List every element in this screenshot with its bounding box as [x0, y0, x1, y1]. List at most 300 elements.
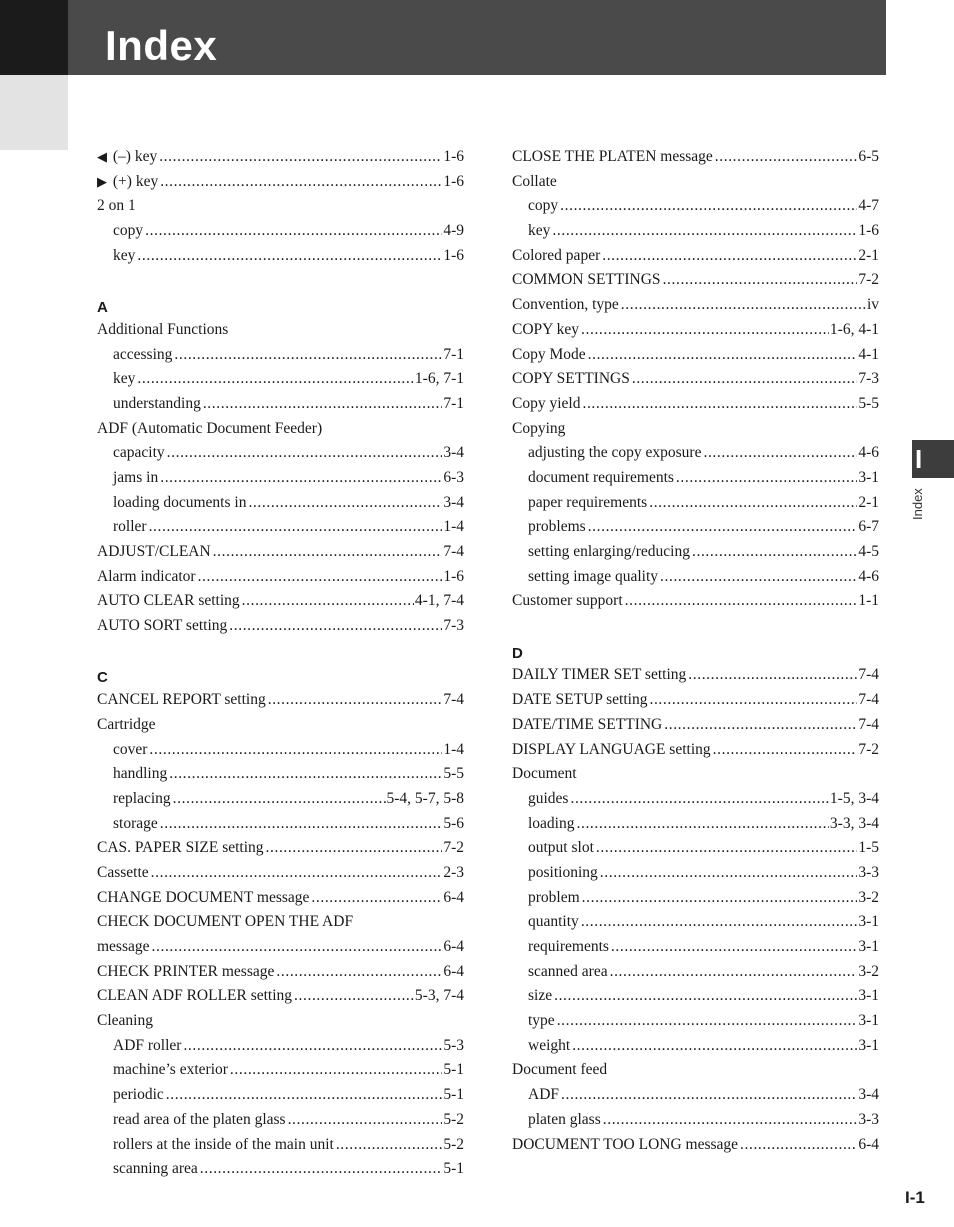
index-entry — [97, 839, 464, 864]
index-term — [113, 790, 171, 808]
dot-leader — [557, 1012, 858, 1030]
index-page-ref: 7-1 — [443, 394, 464, 412]
index-subentry — [97, 815, 464, 840]
index-subentry — [97, 346, 464, 371]
dot-leader — [715, 148, 858, 166]
index-page-ref: 4-1, 7-4 — [414, 592, 464, 610]
index-entry — [97, 889, 464, 914]
index-entry — [512, 271, 879, 296]
index-term-text: key — [113, 370, 136, 388]
index-term-text: output slot — [528, 839, 594, 857]
dot-leader — [167, 444, 443, 462]
index-page-ref: 5-1 — [443, 1160, 464, 1178]
index-term — [113, 1086, 164, 1104]
index-page-ref: 6-5 — [858, 148, 879, 165]
index-term-text: scanned area — [528, 962, 608, 980]
index-entry — [97, 691, 464, 716]
index-entry — [512, 148, 879, 173]
index-subentry — [512, 568, 879, 593]
index-page-ref: 6-4 — [443, 888, 464, 906]
section-tab — [912, 440, 954, 478]
index-page-ref: 1-4 — [443, 518, 464, 536]
index-entry — [512, 1061, 879, 1086]
dot-leader — [200, 1160, 443, 1178]
index-letter-heading: A — [97, 299, 108, 317]
index-subentry — [97, 1061, 464, 1086]
dot-leader — [203, 395, 443, 413]
index-term — [97, 1012, 153, 1030]
index-page-ref: 3-1 — [858, 987, 879, 1005]
index-page-ref: 7-4 — [443, 691, 464, 709]
index-subentry — [512, 494, 879, 519]
index-term-text: COMMON SETTINGS — [512, 271, 661, 289]
index-subentry — [97, 518, 464, 543]
index-page-ref: 3-3 — [858, 863, 879, 881]
index-term — [97, 691, 266, 709]
index-entry — [97, 592, 464, 617]
index-page-ref: 3-2 — [858, 962, 879, 980]
left-arrow-icon: ◀ — [97, 150, 107, 165]
corner-block-dark — [0, 0, 68, 75]
dot-leader — [137, 247, 442, 265]
dot-leader — [152, 938, 443, 956]
dot-leader — [588, 346, 858, 364]
index-entry — [97, 716, 464, 741]
index-term-text: Cleaning — [97, 1012, 153, 1030]
index-term — [528, 839, 594, 857]
index-term — [528, 1037, 570, 1055]
index-subentry — [97, 765, 464, 790]
index-term — [512, 346, 586, 364]
dot-leader — [664, 716, 857, 734]
dot-leader — [588, 518, 858, 536]
index-term — [528, 987, 552, 1005]
dot-leader — [311, 889, 442, 907]
dot-leader — [230, 1061, 442, 1079]
dot-leader — [570, 790, 828, 808]
index-page-ref: 3-4 — [443, 444, 464, 462]
dot-leader — [159, 148, 442, 166]
index-term-text: handling — [113, 765, 168, 783]
index-subentry — [512, 1111, 879, 1136]
index-subentry — [512, 518, 879, 543]
index-term-text: message — [97, 938, 150, 955]
index-subentry — [512, 1037, 879, 1062]
index-entry — [512, 741, 879, 766]
index-entry — [97, 321, 464, 346]
dot-leader — [294, 987, 414, 1005]
index-page-ref: 5-3, 7-4 — [414, 987, 464, 1005]
index-term-text: COPY key — [512, 320, 580, 338]
dot-leader — [621, 296, 866, 314]
dot-leader — [561, 1086, 857, 1104]
index-entry — [512, 346, 879, 371]
index-entry — [97, 173, 464, 198]
index-entry — [512, 321, 879, 346]
index-term — [512, 420, 565, 438]
index-term-text: storage — [113, 814, 158, 832]
index-term — [528, 913, 579, 931]
index-column-left — [97, 148, 464, 1185]
index-term — [113, 395, 201, 413]
index-term-text: rollers at the inside of the main unit — [113, 1135, 334, 1153]
index-term-text: CAS. PAPER SIZE setting — [97, 839, 264, 857]
dot-leader — [554, 987, 857, 1005]
index-subentry — [512, 444, 879, 469]
index-entry — [512, 1136, 879, 1161]
index-term — [512, 321, 579, 339]
index-term — [528, 864, 598, 882]
index-term-text: Copy yield — [512, 394, 581, 412]
index-page-ref: 3-1 — [858, 468, 879, 486]
index-term-text: CHECK DOCUMENT OPEN THE ADF — [97, 913, 354, 931]
index-subentry — [512, 790, 879, 815]
dot-leader — [596, 839, 857, 857]
index-page-ref: 3-4 — [443, 493, 464, 511]
index-page-ref: 1-5 — [858, 839, 879, 857]
index-page-ref: 5-5 — [858, 394, 879, 412]
index-page-ref: 5-1 — [443, 1061, 464, 1079]
index-term-text: roller — [113, 518, 147, 536]
index-page-ref: 3-1 — [858, 938, 879, 955]
index-page-ref: iv — [866, 296, 879, 314]
index-term — [97, 913, 353, 931]
index-page-ref: 1-6, 7-1 — [414, 370, 464, 388]
header-bar — [68, 0, 886, 75]
index-page-ref: 1-6 — [443, 567, 464, 585]
index-term-text: setting enlarging/reducing — [528, 543, 690, 560]
index-term — [97, 617, 227, 635]
index-page-ref: 4-9 — [443, 222, 464, 240]
index-page-ref: 7-2 — [858, 740, 879, 758]
dot-leader — [560, 197, 857, 215]
index-term — [97, 592, 240, 610]
index-term-text: type — [528, 1012, 555, 1030]
index-subentry — [97, 1160, 464, 1185]
index-term — [113, 741, 147, 759]
index-term — [528, 889, 580, 907]
index-subentry — [512, 839, 879, 864]
index-term-text: cover — [113, 740, 148, 758]
index-page-ref: 3-1 — [858, 913, 879, 931]
index-subentry — [512, 938, 879, 963]
dot-leader — [552, 222, 857, 240]
dot-leader — [266, 839, 443, 857]
index-entry — [97, 913, 464, 938]
dot-leader — [276, 963, 442, 981]
index-page-ref: 5-1 — [443, 1086, 464, 1104]
dot-leader — [229, 617, 442, 635]
index-term — [113, 444, 165, 462]
index-term-text: Colored paper — [512, 246, 601, 264]
index-term — [528, 469, 674, 487]
index-subentry — [512, 815, 879, 840]
index-term-text: jams in — [113, 468, 159, 486]
index-entry — [512, 716, 879, 741]
index-subentry — [512, 864, 879, 889]
index-entry — [512, 691, 879, 716]
index-page-ref: 7-4 — [443, 543, 464, 560]
index-term-text: size — [528, 987, 553, 1005]
index-page-ref: 5-4, 5-7, 5-8 — [386, 789, 464, 807]
index-term — [528, 815, 575, 833]
index-page-ref: 1-6 — [443, 246, 464, 264]
index-term — [97, 543, 211, 561]
dot-leader — [183, 1037, 442, 1055]
dot-leader — [268, 691, 443, 709]
index-page-ref: 2-1 — [858, 246, 879, 264]
dot-leader — [160, 469, 442, 487]
index-subentry — [97, 494, 464, 519]
index-term — [113, 469, 158, 487]
dot-leader — [600, 864, 858, 882]
index-term-text: DATE SETUP setting — [512, 691, 648, 709]
index-subentry — [97, 1111, 464, 1136]
index-subentry — [512, 987, 879, 1012]
index-term — [113, 815, 158, 833]
index-term-text: Document feed — [512, 1061, 608, 1079]
index-term — [528, 543, 690, 561]
index-term-text: platen glass — [528, 1110, 601, 1128]
dot-leader — [602, 247, 857, 265]
index-term — [528, 494, 647, 512]
index-term-text: periodic — [113, 1086, 164, 1104]
index-term-text: 2 on 1 — [97, 197, 136, 215]
index-subentry — [512, 543, 879, 568]
index-page-ref: 5-2 — [443, 1110, 464, 1128]
index-term — [97, 864, 149, 882]
index-term-text: machine’s exterior — [113, 1061, 228, 1079]
dot-leader — [703, 444, 857, 462]
index-term — [97, 889, 309, 907]
index-term — [113, 247, 135, 265]
index-term-text: problems — [528, 518, 586, 536]
index-page-ref: 2-3 — [443, 863, 464, 881]
index-term — [512, 666, 686, 684]
dot-leader — [581, 913, 858, 931]
index-entry — [512, 296, 879, 321]
dot-leader — [151, 864, 443, 882]
index-subentry — [97, 395, 464, 420]
index-term — [97, 197, 136, 215]
index-entry — [97, 568, 464, 593]
index-page-ref: 6-7 — [858, 518, 879, 536]
index-term — [113, 1111, 286, 1129]
index-term-text: adjusting the copy exposure — [528, 444, 702, 462]
index-term — [528, 1012, 555, 1030]
index-subentry — [97, 790, 464, 815]
index-term — [512, 370, 630, 388]
index-page-ref: 1-4 — [443, 740, 464, 758]
index-term — [97, 148, 157, 166]
index-page-ref: 3-2 — [858, 888, 879, 906]
dot-leader — [248, 494, 442, 512]
index-page-ref: 3-1 — [858, 1036, 879, 1054]
index-term-text: key — [113, 246, 136, 264]
index-term-text: DOCUMENT TOO LONG message — [512, 1135, 739, 1153]
index-term — [113, 222, 143, 240]
index-term-text: ADJUST/CLEAN — [97, 543, 211, 560]
index-term — [97, 987, 292, 1005]
index-term — [97, 420, 322, 438]
dot-leader — [149, 741, 442, 759]
index-term — [528, 1111, 601, 1129]
index-term — [113, 346, 172, 364]
index-term-text: Additional Functions — [97, 320, 229, 338]
index-term — [528, 938, 609, 956]
dot-leader — [582, 395, 857, 413]
index-subentry — [512, 222, 879, 247]
index-term — [97, 839, 264, 857]
index-page-ref: 7-4 — [858, 691, 879, 709]
index-term — [512, 1136, 738, 1154]
index-term — [113, 1136, 334, 1154]
dot-leader — [692, 543, 857, 561]
index-page-ref: 1-6 — [858, 222, 879, 240]
index-term — [113, 1061, 228, 1079]
index-term — [512, 741, 711, 759]
page-number: I-1 — [905, 1188, 925, 1207]
section-tab-letter: I — [915, 444, 923, 474]
dot-leader — [610, 963, 858, 981]
index-term-text: copy — [113, 222, 144, 240]
dot-leader — [649, 691, 857, 709]
index-term-text: DAILY TIMER SET setting — [512, 666, 687, 684]
index-term — [512, 716, 662, 734]
index-term-text: weight — [528, 1036, 571, 1054]
index-term — [97, 938, 150, 956]
index-term — [528, 197, 558, 215]
dot-leader — [632, 370, 857, 388]
index-subentry — [512, 197, 879, 222]
dot-leader — [572, 1037, 857, 1055]
index-term — [528, 1086, 559, 1104]
index-subentry — [97, 469, 464, 494]
index-term-text: loading documents in — [113, 493, 247, 511]
dot-leader — [242, 592, 414, 610]
index-term-text: key — [528, 222, 551, 240]
index-term-text: CANCEL REPORT setting — [97, 691, 266, 709]
index-term — [528, 790, 568, 808]
index-page-ref: 6-4 — [443, 938, 464, 955]
index-entry — [512, 592, 879, 617]
index-term-text: setting image quality — [528, 567, 659, 585]
dot-leader — [713, 741, 858, 759]
index-page-ref: 7-3 — [443, 617, 464, 635]
right-arrow-icon: ▶ — [97, 174, 107, 190]
dot-leader — [625, 592, 858, 610]
index-term — [113, 1160, 198, 1178]
index-term-text: CLEAN ADF ROLLER setting — [97, 987, 293, 1005]
index-term-text: Convention, type — [512, 296, 619, 314]
index-term-text: CHECK PRINTER message — [97, 962, 275, 980]
index-entry — [97, 543, 464, 568]
dot-leader — [581, 321, 829, 339]
index-term-text: ADF roller — [113, 1036, 182, 1054]
index-subentry — [97, 741, 464, 766]
dot-leader — [166, 1086, 443, 1104]
index-term-text: capacity — [113, 444, 165, 462]
index-entry — [97, 864, 464, 889]
index-term — [113, 370, 135, 388]
index-term — [528, 222, 550, 240]
index-term-text: Cartridge — [97, 715, 156, 733]
index-term-text: Customer support — [512, 592, 623, 610]
index-subentry — [97, 444, 464, 469]
index-term-text: loading — [528, 814, 575, 832]
dot-leader — [160, 815, 443, 833]
index-entry — [512, 370, 879, 395]
index-page-ref: 2-1 — [858, 493, 879, 511]
index-term-text: Alarm indicator — [97, 567, 196, 585]
index-page-ref: 6-3 — [443, 468, 464, 486]
dot-leader — [577, 815, 829, 833]
index-term — [97, 321, 228, 339]
index-entry — [97, 617, 464, 642]
index-page-ref: 1-6 — [443, 148, 464, 165]
index-page-ref: 5-3 — [443, 1036, 464, 1054]
index-term — [528, 518, 586, 536]
index-term — [97, 568, 196, 586]
index-page-ref: 3-3, 3-4 — [829, 814, 879, 832]
index-term-text: copy — [528, 197, 559, 215]
index-entry — [512, 765, 879, 790]
index-page-ref: 1-6, 4-1 — [829, 320, 879, 338]
index-term — [512, 395, 580, 413]
index-subentry — [512, 469, 879, 494]
index-page-ref: 7-3 — [858, 370, 879, 388]
index-term-text: understanding — [113, 394, 201, 412]
index-term-text: ADF (Automatic Document Feeder) — [97, 419, 323, 437]
index-subentry — [97, 222, 464, 247]
dot-leader — [603, 1111, 858, 1129]
index-term-text: guides — [528, 789, 569, 807]
index-entry — [97, 963, 464, 988]
index-page-ref: 6-4 — [443, 962, 464, 980]
index-page-ref: 3-4 — [858, 1086, 879, 1104]
index-term — [113, 1037, 181, 1055]
index-term-text: read area of the platen glass — [113, 1110, 286, 1128]
index-letter-heading: D — [512, 644, 523, 662]
index-page-ref: 1-6 — [443, 172, 464, 190]
index-term-text: Document — [512, 765, 577, 783]
index-term — [528, 963, 608, 981]
index-term — [512, 271, 661, 289]
index-page-ref: 1-5, 3-4 — [829, 789, 879, 807]
index-term-text: accessing — [113, 345, 173, 363]
index-term-text: Copying — [512, 419, 566, 437]
index-page-ref: 4-6 — [858, 444, 879, 462]
dot-leader — [649, 494, 857, 512]
corner-block-grey — [0, 75, 68, 150]
index-entry — [512, 173, 879, 198]
index-term — [512, 296, 619, 314]
index-term-text: (–) key — [109, 148, 158, 165]
index-page-ref: 3-1 — [858, 1012, 879, 1030]
index-entry — [97, 420, 464, 445]
index-term-text: AUTO SORT setting — [97, 617, 228, 635]
dot-leader — [663, 271, 858, 289]
index-entry — [97, 1012, 464, 1037]
index-subentry — [97, 1086, 464, 1111]
page-title: Index — [105, 22, 218, 69]
index-page-ref: 7-2 — [858, 271, 879, 289]
index-term — [512, 247, 600, 265]
index-term — [512, 148, 713, 166]
index-subentry — [97, 1136, 464, 1161]
index-page-ref: 4-6 — [858, 567, 879, 585]
index-subentry — [97, 370, 464, 395]
